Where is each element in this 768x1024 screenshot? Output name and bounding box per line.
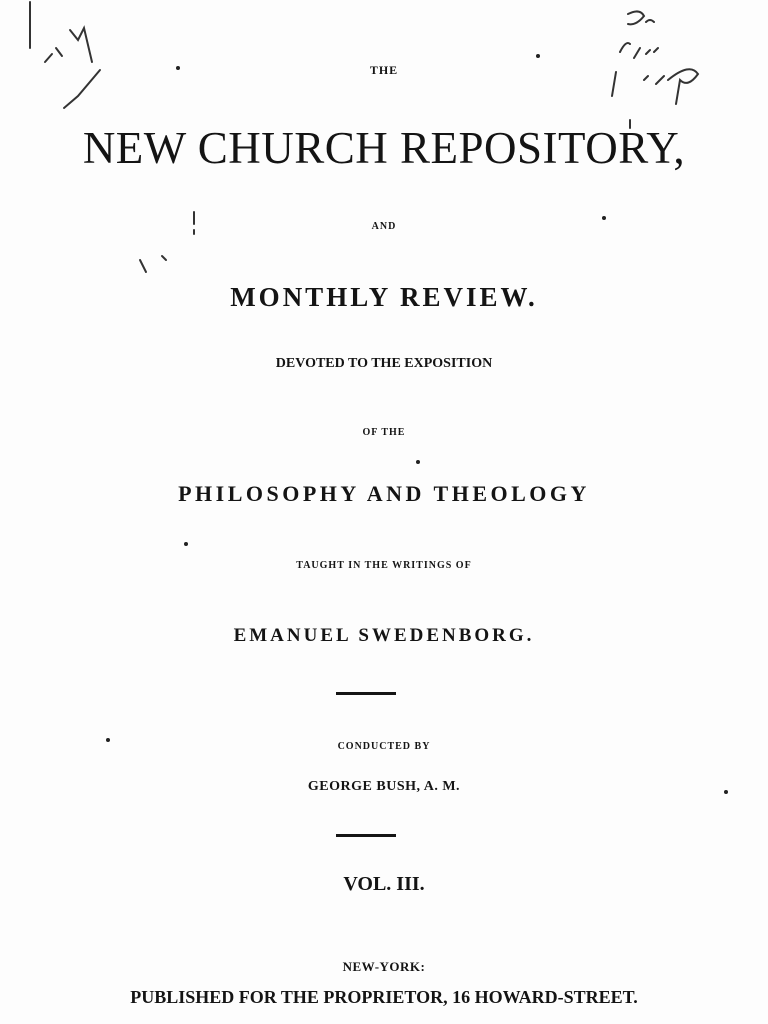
place-of-publication: NEW-YORK: — [342, 959, 426, 974]
ink-speck — [184, 542, 188, 546]
editor-name: GEORGE BUSH, A. M. — [307, 779, 461, 794]
main-title: NEW CHURCH REPOSITORY, — [82, 123, 686, 173]
author-name: EMANUEL SWEDENBORG. — [233, 625, 535, 646]
conducted-by-label: CONDUCTED BY — [337, 741, 431, 752]
divider-rule — [336, 692, 396, 695]
the-label: THE — [369, 63, 399, 77]
divider-rule — [336, 834, 396, 837]
publisher-line: PUBLISHED FOR THE PROPRIETOR, 16 HOWARD-STREET. — [130, 987, 638, 1007]
ink-speck — [536, 54, 540, 58]
taught-line: TAUGHT IN THE WRITINGS OF — [296, 560, 472, 571]
philosophy-line: PHILOSOPHY AND THEOLOGY — [178, 481, 590, 506]
volume-label: VOL. III. — [343, 873, 425, 895]
and-label: AND — [371, 221, 397, 232]
of-the-label: OF THE — [362, 427, 406, 438]
devoted-line: DEVOTED TO THE EXPOSITION — [275, 356, 493, 371]
ink-speck — [602, 216, 606, 220]
ink-speck — [416, 460, 420, 464]
subtitle: MONTHLY REVIEW. — [230, 282, 538, 312]
